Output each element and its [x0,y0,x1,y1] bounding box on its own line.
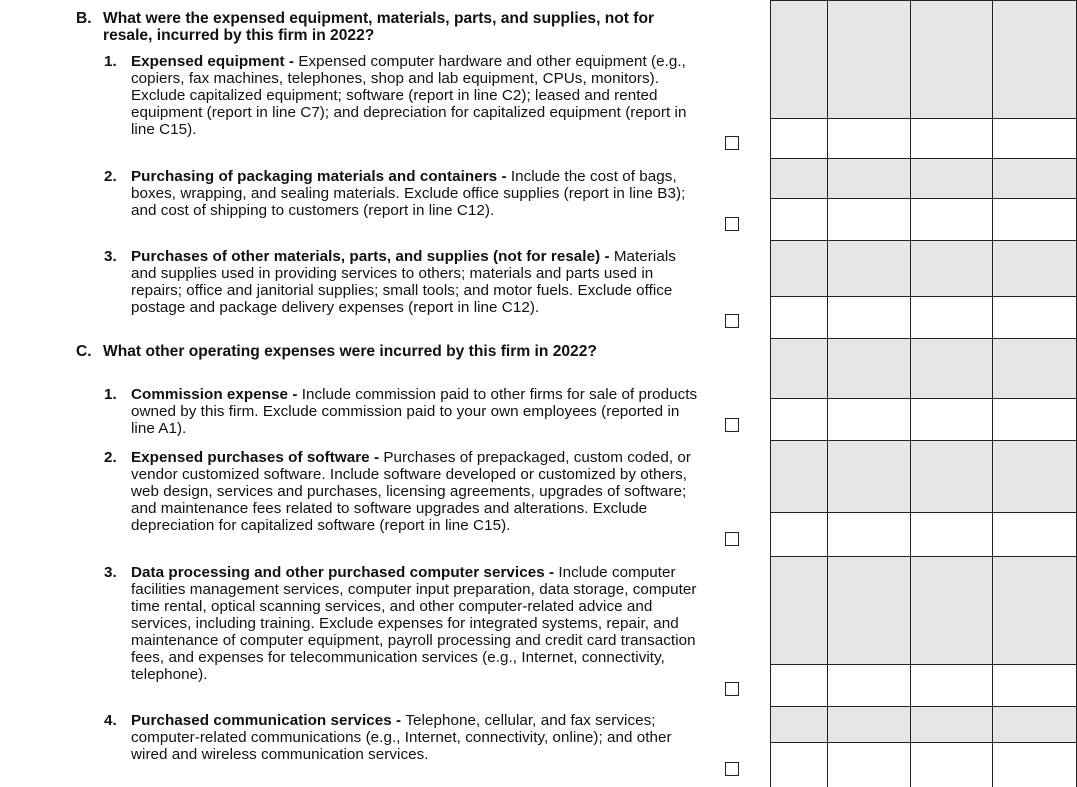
item-body: Expensed purchases of software - Purchases of prepackaged, custom coded, or vendor customized software. Include software developed or customized by others, web design, services and purchases, licensing agreements, upgrades of software; and maintenance fees related to software upgrades and alterations. Exclude depreciation for capitalized software (report in line C15). [131,449,692,535]
grid-cell-divider[interactable] [910,297,992,338]
grid-cell-divider[interactable] [827,297,910,338]
grid-cell-divider [827,241,910,296]
grid-cell-divider[interactable] [992,743,1076,787]
grid-cell-divider[interactable] [910,513,992,556]
grid-cell-divider [910,241,992,296]
grid-cell-divider [770,441,827,512]
grid-cell-divider [992,159,1076,198]
item-title: Purchasing of packaging materials and containers [131,168,498,185]
grid-cell-divider[interactable] [992,665,1076,706]
item-text: Purchases of prepackaged, custom coded, or vendor customized software. Include software developed or customized by others, web design, services and purchases, licensing agreements, upgrades of software; and maintenance fees related to software upgrades and alterations. Exclude depreciation for capitalized software (report in line C15). [131,449,692,535]
item-b3 [104,248,700,316]
checkbox-b1[interactable] [725,136,739,150]
grid-cell-divider[interactable] [827,665,910,706]
grid-cell-divider[interactable] [770,297,827,338]
grid-row-entry [770,198,1077,240]
grid-cell-divider [770,707,827,742]
grid-cell-divider [827,707,910,742]
section-label: B. [76,10,92,27]
item-text: Include computer facilities management services, computer input preparation, data storage, computer time rental, optical scanning services, and other computer-related advice and services, including training. Exclude expenses for integrated systems, repair, and maintenance of computer equipment, payroll processing and credit card transaction fees, and expenses for telecommunication services (e.g., Internet, connectivity, telephone). [131,564,697,684]
item-number: 2. [104,449,117,466]
grid-cell-divider [827,159,910,198]
grid-cell-divider[interactable] [992,119,1076,158]
grid-cell-divider[interactable] [910,399,992,440]
item-body: Purchased communication services - Telephone, cellular, and fax services; computer-related communications (e.g., Internet, connectivity, online); and other wired and wireless communication services. [131,712,672,764]
grid-row-entry [770,118,1077,158]
grid-cell-divider[interactable] [992,513,1076,556]
grid-cell-divider [992,241,1076,296]
item-body: Purchasing of packaging materials and containers - Include the cost of bags, boxes, wrapping, and sealing materials. Exclude office supplies (report in line B3); and cost of shipping to customers (report in line C12). [131,168,686,220]
grid-cell-divider [770,557,827,664]
grid-row-entry [770,296,1077,338]
grid-cell-divider [992,1,1076,118]
section-question: What other operating expenses were incurred by this firm in 2022? [103,343,597,360]
item-number: 4. [104,712,117,729]
grid-cell-divider[interactable] [910,743,992,787]
item-number: 1. [104,386,117,403]
grid-cell-divider [770,159,827,198]
item-c1 [104,386,700,437]
grid-cell-divider [910,441,992,512]
grid-cell-divider [910,1,992,118]
item-number: 3. [104,248,117,265]
item-title: Purchased communication services [131,712,392,729]
grid-cell-divider [827,1,910,118]
grid-row-shaded [770,706,1077,742]
grid-cell-divider [770,1,827,118]
grid-row-entry [770,742,1077,787]
answer-grid [770,0,1077,787]
grid-cell-divider [827,557,910,664]
grid-cell-divider[interactable] [910,119,992,158]
grid-row-shaded [770,158,1077,198]
item-title: Expensed purchases of software [131,449,370,466]
checkbox-c4[interactable] [725,762,739,776]
grid-cell-divider[interactable] [910,199,992,240]
item-b2 [104,168,700,219]
grid-cell-divider[interactable] [770,199,827,240]
grid-cell-divider [910,339,992,398]
section-question: What were the expensed equipment, materials, parts, and supplies, not for resale, incurred by this firm in 2022? [103,10,655,44]
checkbox-b2[interactable] [725,217,739,231]
grid-row-shaded [770,240,1077,296]
section-c-header [76,343,643,360]
grid-cell-divider[interactable] [910,665,992,706]
item-b1 [104,53,700,138]
grid-cell-divider[interactable] [770,665,827,706]
grid-cell-divider[interactable] [827,513,910,556]
grid-row-entry [770,664,1077,706]
grid-cell-divider[interactable] [827,119,910,158]
item-text: Include the cost of bags, boxes, wrapping, and sealing materials. Exclude office supplies (report in line B3); and cost of shipping to customers (report in line C12). [131,168,686,220]
grid-row-shaded [770,556,1077,664]
item-title: Commission expense [131,386,289,403]
grid-cell-divider [770,241,827,296]
grid-cell-divider [827,441,910,512]
grid-cell-divider[interactable] [992,297,1076,338]
grid-cell-divider [992,339,1076,398]
item-body: Data processing and other purchased computer services - Include computer facilities management services, computer input preparation, data storage, computer time rental, optical scanning services, and other computer-related advice and services, including training. Exclude expenses for integrated systems, repair, and maintenance of computer equipment, payroll processing and credit card transaction fees, and expenses for telecommunication services (e.g., Internet, connectivity, telephone). [131,564,697,684]
grid-cell-divider[interactable] [770,399,827,440]
grid-row-shaded [770,0,1077,118]
grid-cell-divider[interactable] [770,119,827,158]
grid-cell-divider [910,707,992,742]
item-c3 [104,564,700,683]
item-number: 2. [104,168,117,185]
item-title: Expensed equipment [131,53,285,70]
grid-cell-divider [827,339,910,398]
grid-row-entry [770,398,1077,440]
grid-row-entry [770,512,1077,556]
item-body: Expensed equipment - Expensed computer hardware and other equipment (e.g., copiers, fax machines, telephones, shop and lab equipment, CPUs, monitors). Exclude capitalized equipment; software (report in line C2); leased and rented equipment (report in line C7); and depreciation for capitalized equipment (report in line C15). [131,53,687,139]
grid-cell-divider [992,557,1076,664]
item-text: Materials and supplies used in providing services to others; materials and parts used in repairs; office and janitorial supplies; small tools; and motor fuels. Exclude office postage and package delivery expenses (report in line C12). [131,248,676,317]
item-text: Telephone, cellular, and fax services; computer-related communications (e.g., Internet, connectivity, online); and other wired and wireless communication services. [131,712,672,764]
item-body: Commission expense - Include commission paid to other firms for sale of products owned by this firm. Exclude commission paid to your own employees (reported in line A1). [131,386,698,438]
checkbox-c3[interactable] [725,682,739,696]
grid-cell-divider[interactable] [827,743,910,787]
grid-cell-divider [910,557,992,664]
checkbox-c2[interactable] [725,532,739,546]
grid-row-shaded [770,338,1077,398]
item-title: Data processing and other purchased computer services [131,564,545,581]
section-b-header [76,10,663,44]
checkbox-b3[interactable] [725,314,739,328]
grid-row-shaded [770,440,1077,512]
grid-cell-divider [992,707,1076,742]
grid-cell-divider [992,441,1076,512]
grid-cell-divider[interactable] [827,399,910,440]
item-number: 1. [104,53,117,70]
grid-cell-divider[interactable] [992,399,1076,440]
item-text: Include commission paid to other firms for sale of products owned by this firm. Exclude commission paid to your own employees (reported in line A1). [131,386,698,438]
item-text: Expensed computer hardware and other equipment (e.g., copiers, fax machines, telephones, shop and lab equipment, CPUs, monitors). Exclude capitalized equipment; software (report in line C2); leased and rented equipment (report in line C7); and depreciation for capitalized equipment (report in line C15). [131,53,687,139]
grid-cell-divider[interactable] [770,743,827,787]
grid-cell-divider[interactable] [770,513,827,556]
grid-cell-divider [770,339,827,398]
grid-cell-divider [910,159,992,198]
checkbox-c1[interactable] [725,418,739,432]
item-title: Purchases of other materials, parts, and supplies (not for resale) [131,248,601,265]
item-number: 3. [104,564,117,581]
item-c2 [104,449,700,534]
item-c4 [104,712,700,763]
grid-cell-divider[interactable] [992,199,1076,240]
section-label: C. [76,343,92,360]
item-body: Purchases of other materials, parts, and supplies (not for resale) - Materials and supplies used in providing services to others; materials and parts used in repairs; office and janitorial supplies; small tools; and motor fuels. Exclude office postage and package delivery expenses (report in line C12). [131,248,676,317]
grid-cell-divider[interactable] [827,199,910,240]
